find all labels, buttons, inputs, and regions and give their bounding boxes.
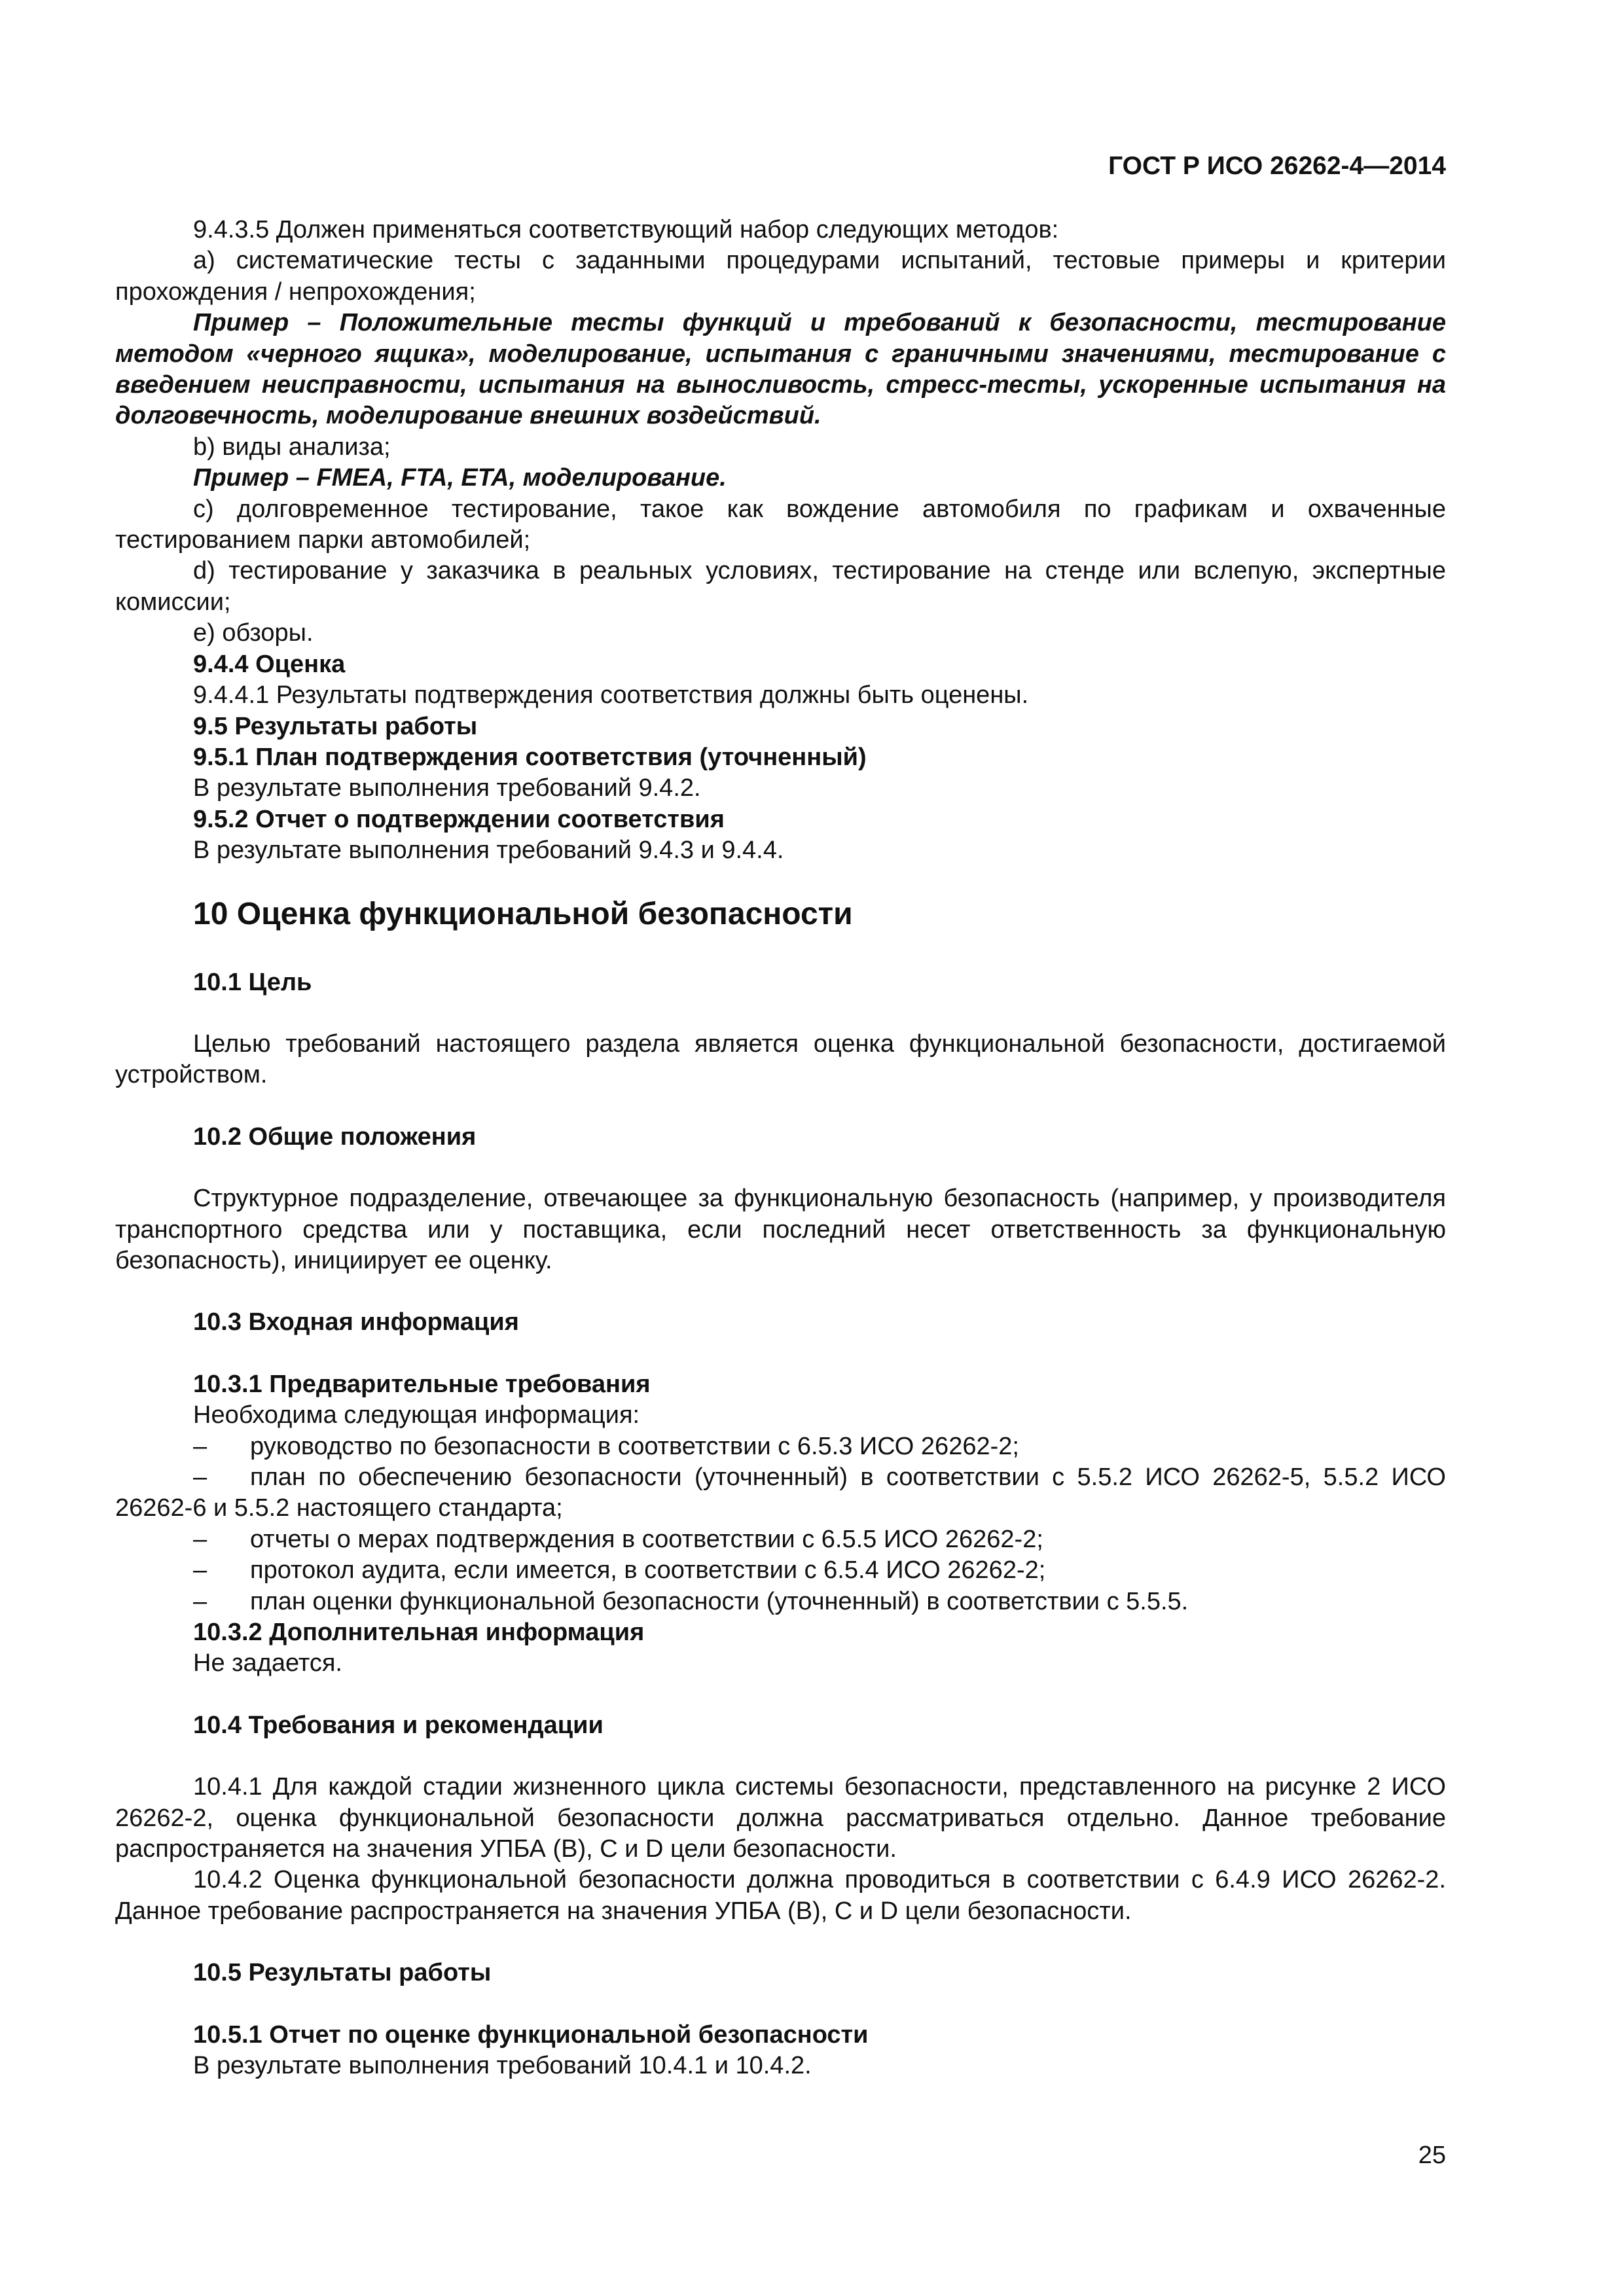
paragraph-10-3-1: Необходима следующая информация: [193,1401,640,1429]
heading-10-3-2: 10.3.2 Дополнительная информация [193,1619,645,1647]
paragraph-10-4-2: 10.4.2 Оценка функциональной безопасности должна проводиться в соответствии с 6.4.9 ИСО 26262-2. Данное требование распространяется на значения УПБА (В), С и D цели безопасности. [115,1866,1446,1925]
dash-marker: – [193,1432,208,1460]
list-item-text: руководство по безопасности в соответствии с 6.5.3 ИСО 26262-2; [250,1432,1019,1460]
paragraph-10-4-1: 10.4.1 Для каждой стадии жизненного цикла системы безопасности, представленного на рисунке 2 ИСО 26262-2, оценка функциональной безопасности должна рассматриваться отдельно. Данное требование распространяется на значения УПБА (В), С и D цели безопасности. [115,1773,1446,1863]
heading-9-5-1: 9.5.1 План подтверждения соответствия (уточненный) [193,743,867,771]
heading-10-3-1: 10.3.1 Предварительные требования [193,1370,651,1398]
list-item-d: d) тестирование у заказчика в реальных условиях, тестирование на стенде или вслепую, экспертные комиссии; [115,557,1446,616]
heading-9-4-4: 9.4.4 Оценка [193,650,346,678]
dash-marker: – [193,1587,208,1615]
heading-10-5-1: 10.5.1 Отчет по оценке функциональной безопасности [193,2020,869,2049]
list-item-text: отчеты о мерах подтверждения в соответствии с 6.5.5 ИСО 26262-2; [250,1525,1043,1553]
dash-marker: – [193,1556,208,1585]
heading-9-5-2: 9.5.2 Отчет о подтверждении соответствия [193,805,725,833]
list-item [115,1462,1446,1524]
list-item-a: а) систематические тесты с заданными процедурами испытаний, тестовые примеры и критерии прохождения / непрохождения; [115,247,1446,306]
dash-marker: – [193,1525,208,1553]
section-10-title: 10 Оценка функциональной безопасности [193,896,853,931]
heading-10-1: 10.1 Цель [193,968,312,996]
paragraph-9-5-1: В результате выполнения требований 9.4.2. [193,774,701,802]
list-item-c: с) долговременное тестирование, такое как вождение автомобиля по графикам и охваченные тестированием парки автомобилей; [115,495,1446,554]
paragraph-10-5-1: В результате выполнения требований 10.4.1 и 10.4.2. [193,2052,812,2080]
list-item [115,1587,1446,1617]
paragraph-9-5-2: В результате выполнения требований 9.4.3 и 9.4.4. [193,836,784,865]
heading-9-5: 9.5 Результаты работы [193,712,478,740]
list-item [115,1555,1446,1586]
heading-10-5: 10.5 Результаты работы [193,1959,492,1987]
paragraph-10-1: Целью требований настоящего раздела является оценка функциональной безопасности, достигаемой устройством. [115,1030,1446,1089]
heading-10-2: 10.2 Общие положения [193,1122,477,1151]
list-item-text: план оценки функциональной безопасности (уточненный) в соответствии с 5.5.5. [250,1587,1189,1615]
page-number: 25 [1418,2142,1446,2169]
dash-marker: – [193,1463,208,1491]
list-item-text: план по обеспечению безопасности (уточненный) в соответствии с 5.5.2 ИСО 26262-5, 5.5.2 ИСО 26262-6 и 5.5.2 настоящего стандарта; [115,1463,1446,1522]
list-item-text: протокол аудита, если имеется, в соответствии с 6.5.4 ИСО 26262-2; [250,1556,1046,1585]
example-note-analysis: Пример – FMEA, FTA, ETA, моделирование. [193,464,727,492]
heading-10-3: 10.3 Входная информация [193,1308,519,1336]
list-item-b: b) виды анализа; [193,433,391,461]
list-item [115,1524,1446,1555]
heading-10-4: 10.4 Требования и рекомендации [193,1711,604,1739]
paragraph-9-4-4-1: 9.4.4.1 Результаты подтверждения соответствия должны быть оценены. [193,681,1029,709]
paragraph-10-3-2: Не задается. [193,1649,342,1677]
document-header-id: ГОСТ Р ИСО 26262-4—2014 [1108,152,1446,180]
example-note-tests: Пример – Положительные тесты функций и требований к безопасности, тестирование методом «черного ящика», моделирование, испытания с граничными значениями, тестирование с введением неисправности, испытания на выносливость, стресс-тесты, ускоренные испытания на долговечность, моделирование внешних воздействий. [115,309,1446,430]
list-item [115,1431,1446,1462]
paragraph-10-2: Структурное подразделение, отвечающее за функциональную безопасность (например, у производителя транспортного средства или у поставщика, если последний несет ответственность за функциональную безопасность), инициирует ее оценку. [115,1185,1446,1274]
paragraph-9-4-3-5: 9.4.3.5 Должен применяться соответствующий набор следующих методов: [193,216,1059,243]
page-content [115,215,1446,2082]
list-item-e: е) обзоры. [193,619,314,647]
